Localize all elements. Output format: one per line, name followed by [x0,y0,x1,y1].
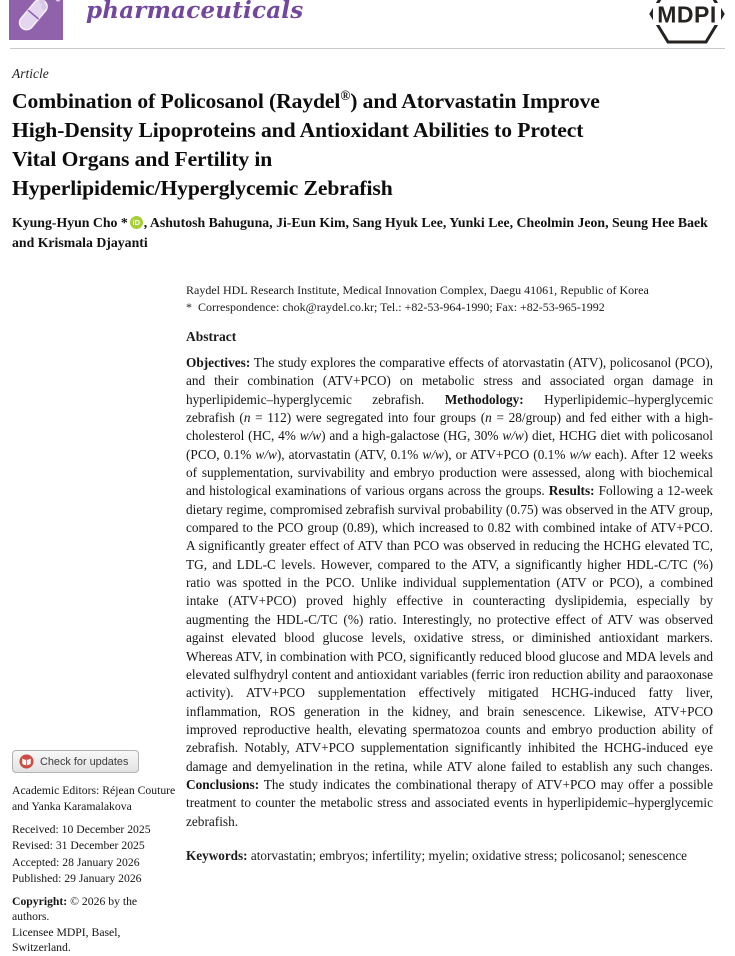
orcid-icon[interactable]: iD [130,216,143,229]
journal-name: pharmaceuticals [86,0,304,24]
correspondence-prefix: * Correspondence: [186,299,283,314]
mdpi-logo-text: MDPI [657,1,717,28]
correspondence-line [186,299,713,316]
check-for-updates-button[interactable] [12,750,139,773]
crossmark-icon [19,754,34,769]
page-title: Combination of Policosanol (Raydel®) and Atorvastatin Improve High-Density Lipoproteins and Antioxidant Abilities to Protect Vital Organs and Fertility in Hyperlipidemic/Hyperglycemic Zebrafish [12,87,600,200]
received-date: Received: 10 December 2025 [12,823,151,836]
article-type-label: Article [12,66,49,81]
article-meta-sidebar [12,750,176,956]
correspondence-suffix: ; Tel.: +82-53-964-1990; Fax: +82-53-965-1992 [374,299,605,314]
abstract-heading: Abstract [186,329,237,344]
main-column [186,282,713,865]
header-divider [10,48,725,49]
authors-rest: , Ashutosh Bahuguna, Ji-Eun Kim, Sang Hyuk Lee, Yunki Lee, Cheolmin Jeon, Seung Hee Baek and Krismala Djayanti [12,215,708,250]
authors-line [12,213,726,252]
pharmaceuticals-logo-icon [9,0,63,40]
keywords-line: Keywords: atorvastatin; embryos; infertility; myelin; oxidative stress; policosanol; senescence [186,847,688,863]
correspondence-email-link[interactable]: chok@raydel.co.kr [282,299,374,314]
check-for-updates-label: Check for updates [40,755,129,768]
copyright-notice: Copyright: © 2026 by the authors. Licensee MDPI, Basel, Switzerland. [12,894,138,955]
published-date: Published: 29 January 2026 [12,872,142,886]
accepted-date: Accepted: 28 January 2026 [12,855,140,869]
academic-editors: Academic Editors: Réjean Couture and Yanka Karamalakova [12,784,176,813]
article-dates [12,822,176,888]
abstract-text: Objectives: The study explores the comparative effects of atorvastatin (ATV), policosanol (PCO), and their combination (ATV+PCO) on metabolic stress and associated organ damage in hyperlipidemic–hyperglycemic zebrafish. Methodology: Hyperlipidemic–hyperglycemic zebrafish (n = 112) were segregated into four groups (n = 28/group) and fed either with a high-cholesterol (HC, 4% w/w) and a high-galactose (HG, 30% w/w) diet, HCHG diet with policosanol (PCO, 0.1% w/w), atorvastatin (ATV, 0.1% w/w), or ATV+PCO (0.1% w/w each). After 12 weeks of supplementation, survivability and embryo production were assessed, along with biochemical and histological examinations of various organs across the groups. Results: Following a 12-week dietary regime, compromised zebrafish survival probability (0.75) was observed in the ATV group, compared to the PCO group (0.89), which increased to 0.82 with combined intake of ATV+PCO. A significantly greater effect of ATV than PCO was observed in reducing the HCHG elevated TC, TG, and LDL-C levels. However, compared to the ATV, a significantly higher HDL-C/TC (%) ratio was spotted in the PCO. Unlike individual supplementation (ATV or PCO), a combined intake (ATV+PCO) proved highly effective in counteracting dyslipidemia, especially by augmenting the HDL-C/TC (%) ratio. Interestingly, no protective effect of ATV was observed against elevated blood glucose levels, oxidative stress, or diminished antioxidant markers. Whereas ATV, in combination with PCO, significantly reduced blood glucose and MDA levels and elevated sulfhydryl content and antioxidant variables (ferric iron reduction ability and paraoxonase activity). ATV+PCO supplementation effectively mitigated HCHG-induced fatty liver, inflammation, ROS generation in the kidney, and brain senescence. Likewise, ATV+PCO improved reproductive health, elevating spermatozoa counts and embryo production ability of zebrafish. Notably, ATV+PCO supplementation significantly inhibited the HCHG-induced eye damage and demyelination in the retina, while ATV alone failed to establish any such changes. Conclusions: The study indicates the combinational therapy of ATV+PCO may offer a possible treatment to counter the metabolic stress and associated events in hyperlipidemic–hyperglycemic zebrafish. [186,355,713,829]
author-corresponding: Kyung-Hyun Cho * [12,215,128,230]
affiliation-line: Raydel HDL Research Institute, Medical Innovation Complex, Daegu 41061, Republic of Korea [186,283,649,297]
revised-date: Revised: 31 December 2025 [12,839,145,853]
mdpi-logo-icon [646,0,728,45]
